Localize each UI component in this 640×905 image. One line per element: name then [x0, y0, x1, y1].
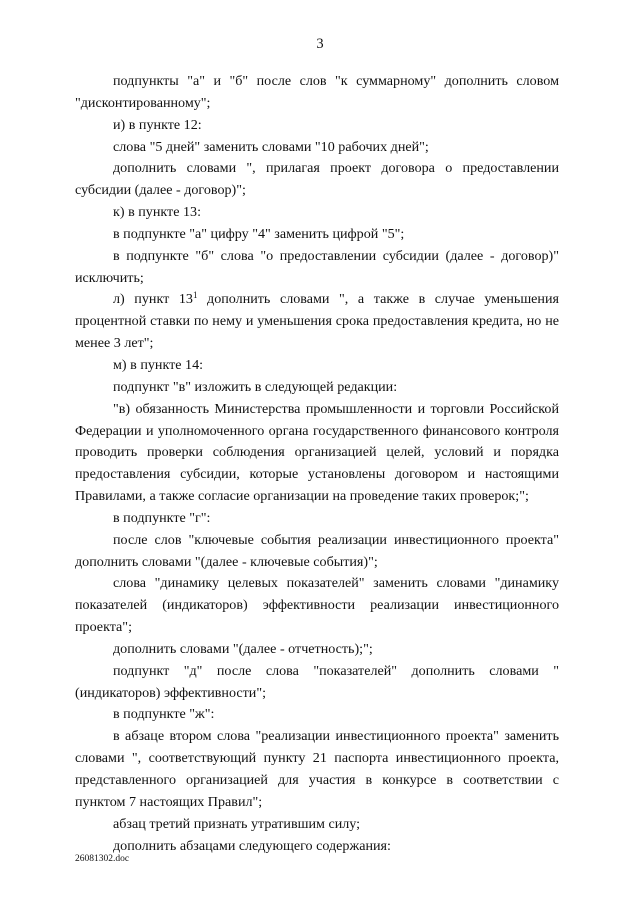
paragraph: "в) обязанность Министерства промышленности и торговли Российской Федерации и уполномоченного органа государственного финансового контроля проводить проверки соблюдения организацией целей, условий и порядка предоставления субсидии, которые установлены договором и настоящими Правилами, а также согласие организации на проведение таких проверок;";: [75, 400, 559, 505]
paragraph: в подпункте "г":: [113, 509, 211, 526]
paragraph: и) в пункте 12:: [113, 116, 202, 133]
paragraph: м) в пункте 14:: [113, 356, 204, 373]
paragraph: дополнить словами ", прилагая проект договора о предоставлении субсидии (далее - договор)";: [75, 160, 559, 199]
paragraph: абзац третий признать утратившим силу;: [113, 815, 361, 832]
paragraph: дополнить словами "(далее - отчетность);";: [113, 640, 373, 657]
paragraph: подпункт "д" после слова "показателей" дополнить словами "(индикаторов) эффективности";: [75, 662, 559, 701]
paragraph: в подпункте "а" цифру "4" заменить цифрой "5";: [113, 225, 405, 242]
paragraph-part: л) пункт 13: [113, 291, 193, 308]
page-number: 3: [316, 36, 324, 52]
paragraph: слова "5 дней" заменить словами "10 рабочих дней";: [113, 138, 429, 155]
paragraph: дополнить абзацами следующего содержания:: [113, 837, 391, 854]
file-name-footer: 26081302.doc: [75, 854, 130, 864]
paragraph: подпункт "в" изложить в следующей редакции:: [113, 378, 398, 395]
paragraph: после слов "ключевые события реализации инвестиционного проекта" дополнить словами "(далее - ключевые события)";: [75, 531, 559, 570]
paragraph: подпункты "а" и "б" после слов "к суммарному" дополнить словом "дисконтированному";: [75, 73, 559, 111]
paragraph: в абзаце втором слова "реализации инвестиционного проекта" заменить словами ", соответствующий пункту 21 паспорта инвестиционного проекта, представленного организацией для участия в конкурсе в соответствии с пунктом 7 настоящих Правил";: [75, 728, 559, 810]
paragraph: слова "динамику целевых показателей" заменить словами "динамику показателей (индикаторов) эффективности реализации инвестиционного проекта";: [75, 575, 559, 636]
superscript: 1: [192, 290, 198, 301]
document-body: [75, 71, 559, 857]
paragraph-part: дополнить словами ", а также в случае уменьшения процентной ставки по нему и уменьшения срока предоставления кредита, но не менее 3 лет";: [75, 291, 560, 352]
paragraph: к) в пункте 13:: [113, 204, 201, 221]
paragraph: в подпункте "б" слова "о предоставлении субсидии (далее - договор)" исключить;: [75, 247, 559, 286]
paragraph: в подпункте "ж":: [113, 706, 215, 723]
paragraph-superscript: [75, 289, 559, 355]
